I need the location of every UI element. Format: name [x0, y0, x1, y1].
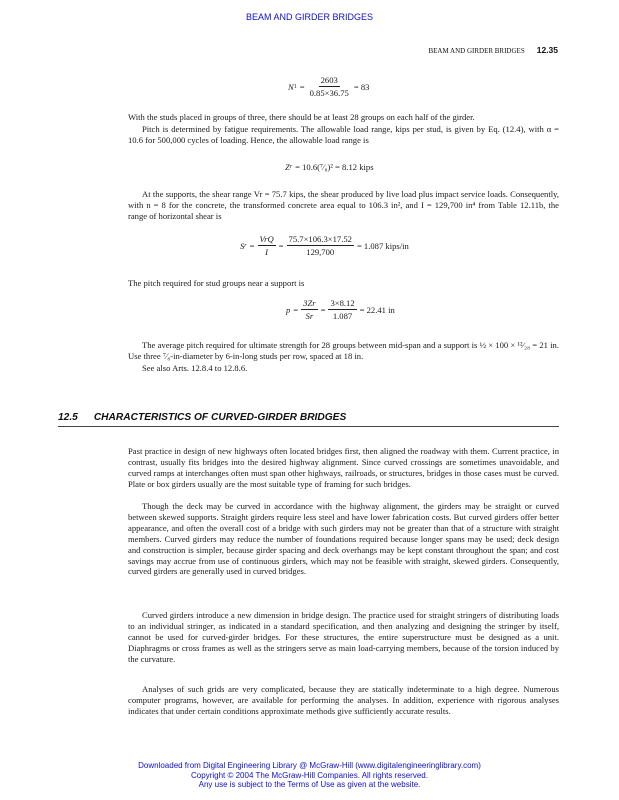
eq-n1-eq: = — [299, 81, 305, 92]
footer-terms: Any use is subject to the Terms of Use as given at the website. — [198, 780, 421, 789]
paragraph-6: See also Arts. 12.8.4 to 12.8.6. — [142, 363, 248, 373]
eq-zr-rhs: = 10.6(⁷⁄₈)² = 8.12 kips — [295, 162, 374, 172]
eq-sr-rhs: = 1.087 kips/in — [356, 240, 409, 251]
banner-title: BEAM AND GIRDER BRIDGES — [245, 12, 374, 22]
eq-sr-num2: 75.7×106.3×17.52 — [288, 234, 352, 244]
eq-sr-eq: = — [249, 240, 255, 251]
footer — [0, 761, 619, 790]
eq-n1-fraction — [308, 75, 351, 98]
section-paragraph-1: Past practice in design of new highways often located bridges first, then aligned the roadway with them. Current practice, in contrast, usually fits bridges into the desired highway alignment. Since curved crossings are sometimes unavoidable, and curved ramps at interchanges often must span other highways, railroads, or structures, bridges in those cases must be curved. Plate or box girders usually are the most suitable type of framing for such bridges. — [128, 446, 559, 489]
footer-download-link[interactable]: Downloaded from Digital Engineering Library @ McGraw-Hill (www.digitalengineeringlibrary.com) — [138, 761, 481, 770]
section-title: CHARACTERISTICS OF CURVED-GIRDER BRIDGES — [93, 412, 347, 423]
paragraph-2: Pitch is determined by fatigue requirements. The allowable load range, kips per stud, is given by Eq. (12.4), with α = 10.6 for 500,000 cycles of loading. Hence, the allowable load range is — [128, 124, 559, 145]
page-number: 12.35 — [536, 45, 558, 55]
paragraph-3: At the supports, the shear range Vr = 75.7 kips, the shear produced by live load plus impact service loads. Consequently, with n = 8 for the concrete, the transformed concrete area equal to 106.3 in², and I = 129,700 in⁴ from Table 12.11b, the range of horizontal shear is — [128, 189, 559, 221]
eq-p-den1: Sr — [305, 311, 314, 321]
eq-p-fraction-1 — [301, 298, 317, 321]
section-paragraph-4: Analyses of such grids are very complicated, because they are statically indeterminate to a high degree. Numerous computer programs, however, are available for performing the analyses. In addition, experience with rigorous analyses indicates that under certain conditions approximate methods give sufficiently accurate results. — [128, 684, 559, 716]
eq-sr-num1: VrQ — [259, 234, 274, 244]
equation-zr — [285, 162, 374, 172]
paragraph-5: The average pitch required for ultimate strength for 28 groups between mid-span and a support is ½ × 100 × ¹²⁄₂₈ = 21 in. Use three ⁷⁄₈-in-diameter by 6-in-long studs per row, spaced at 18 in. — [128, 340, 559, 361]
running-head — [380, 45, 558, 55]
eq-p-eq2: = — [320, 304, 326, 315]
running-head-title: BEAM AND GIRDER BRIDGES — [428, 47, 525, 55]
eq-n1-sub: 1 — [293, 83, 297, 90]
eq-p-lhs: p — [286, 304, 291, 315]
eq-sr-den1: I — [265, 247, 269, 257]
section-paragraph-2: Though the deck may be curved in accordance with the highway alignment, the girders may be straight or curved between skewed supports. Straight girders require less steel and have lower fabrication costs. But curved girders offer better appearance, and often the overall cost of a bridge with such girders may not be greater than that of a structure with straight members. Curved girders may reduce the number of foundations required because longer spans may be used; deck design and construction is simpler, because girder spacing and deck overhangs may be kept constant throughout the span; and cost savings may accrue from use of continuous girders, which may not be feasible with straight, skewed girders. Consequently, curved girders are generally used in curved bridges. — [128, 501, 559, 577]
eq-sr-eq2: = — [278, 240, 284, 251]
eq-sr-lhs: S — [240, 240, 245, 251]
eq-p-eq: = — [293, 304, 299, 315]
section-number: 12.5 — [58, 412, 78, 423]
eq-p-num2: 3×8.12 — [330, 298, 355, 308]
eq-n1-num: 2603 — [320, 75, 338, 85]
footer-copyright: Copyright © 2004 The McGraw-Hill Companies. All rights reserved. — [191, 770, 428, 780]
section-paragraph-3: Curved girders introduce a new dimension in bridge design. The practice used for straight stringers of distributing loads to an individual stringer, as indicated in a standard specification, and then analyzing and designing the stringer by itself, cannot be used for curved-girder bridges. For these structures, the entire superstructure must be designed as a unit. Diaphragms or cross frames as well as the stringers serve as main load-carrying members, because of the torsion induced by the curvature. — [128, 610, 559, 664]
eq-sr-den2: 129,700 — [306, 247, 335, 257]
eq-n1-rhs: = 83 — [353, 81, 370, 92]
eq-zr-sub: r — [289, 164, 293, 170]
eq-sr-sub: r — [244, 242, 247, 249]
paragraph-4: The pitch required for stud groups near a support is — [128, 278, 305, 288]
equation-n1 — [288, 75, 369, 98]
eq-n1-den: 0.85×36.75 — [309, 88, 349, 98]
equation-pitch — [286, 298, 395, 321]
eq-sr-fraction-2 — [287, 234, 354, 257]
eq-p-fraction-2 — [328, 298, 356, 321]
eq-n1-lhs: N — [288, 81, 294, 92]
eq-p-den2: 1.087 — [332, 311, 353, 321]
eq-p-num1: 3Zr — [303, 298, 316, 308]
eq-sr-fraction-1 — [258, 234, 276, 257]
eq-p-rhs: = 22.41 in — [359, 304, 395, 315]
eq-zr-lhs: Z — [285, 162, 290, 172]
equation-sr — [240, 234, 409, 257]
paragraph-1: With the studs placed in groups of three, there should be at least 28 groups on each half of the girder. — [128, 112, 475, 122]
section-heading — [58, 412, 559, 427]
